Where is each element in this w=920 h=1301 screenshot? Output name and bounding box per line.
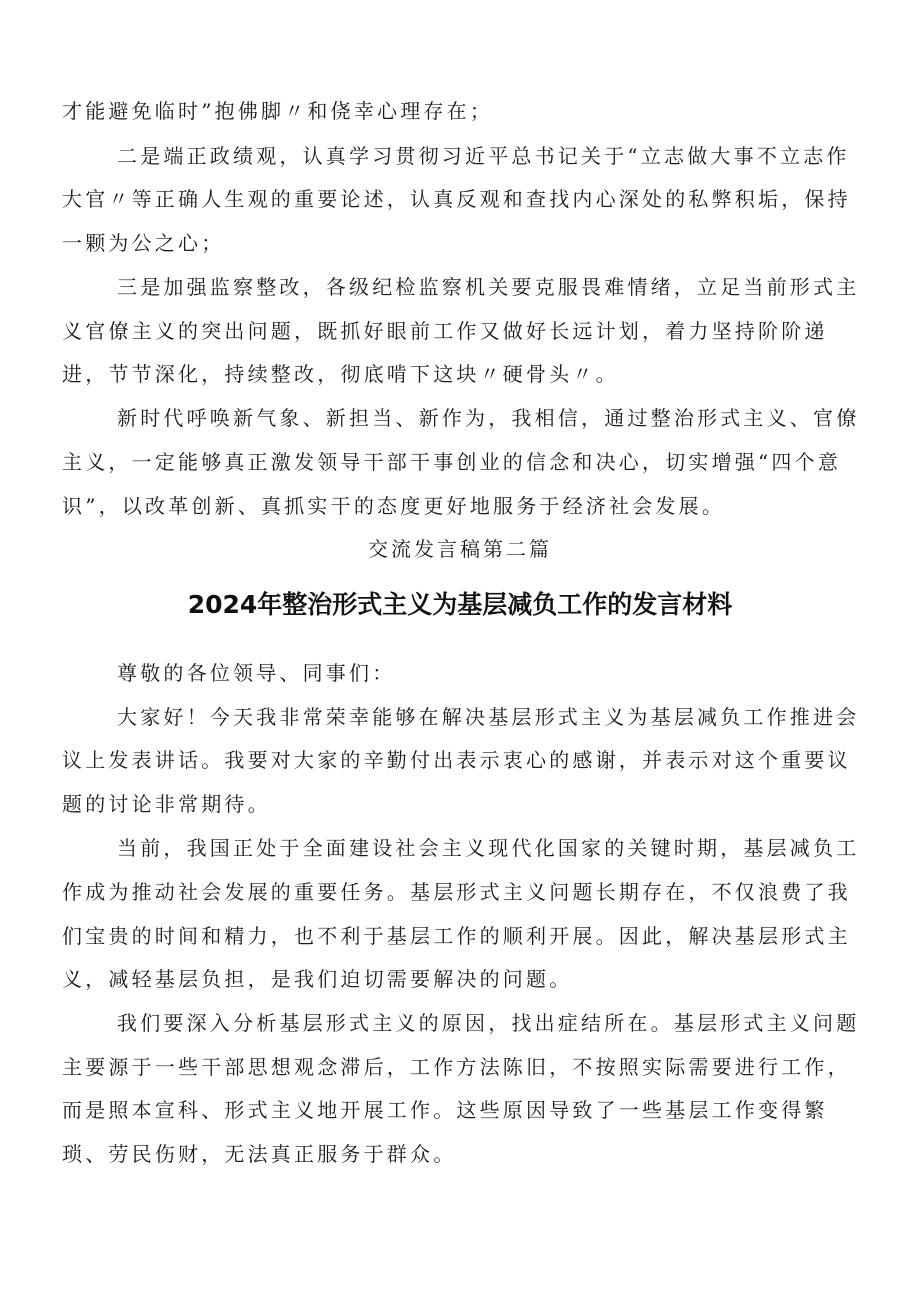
text-line: 进，节节深化，持续整改，彻底啃下这块〃硬骨头〃。 <box>62 362 619 386</box>
text-line: 主义，一定能够真正激发领导干部干事创业的信念和决心，切实增强“四个意 <box>62 450 842 474</box>
text-line: 才能避免临时”抱佛脚〃和侥幸心理存在； <box>62 99 494 123</box>
text-line: 尊敬的各位领导、同事们： <box>117 661 396 685</box>
text-line: 当前，我国正处于全面建设社会主义现代化国家的关键时期，基层减负工 <box>117 836 860 860</box>
text-line: 而是照本宣科、形式主义地开展工作。这些原因导致了一些基层工作变得繁 <box>62 1098 828 1122</box>
text-line: 大家好！今天我非常荣幸能够在解决基层形式主义为基层减负工作推进会 <box>117 705 860 729</box>
text-line: 琐、劳民伤财，无法真正服务于群众。 <box>62 1142 457 1166</box>
section-label: 交流发言稿第二篇 <box>368 537 552 561</box>
text-line: 我们要深入分析基层形式主义的原因，找出症结所在。基层形式主义问题 <box>117 1011 860 1035</box>
text-line: 三是加强监察整改，各级纪检监察机关要克服畏难情绪，立足当前形式主 <box>117 275 860 299</box>
text-line: 议上发表讲话。我要对大家的辛勤付出表示衷心的感谢，并表示对这个重要议 <box>62 748 851 772</box>
text-line: 义，减轻基层负担，是我们迫切需要解决的问题。 <box>62 967 573 991</box>
text-line: 二是端正政绩观，认真学习贯彻习近平总书记关于“立志做大事不立志作 <box>117 144 850 168</box>
text-line: 主要源于一些干部思想观念滞后，工作方法陈旧，不按照实际需要进行工作， <box>62 1055 851 1079</box>
text-line: 识”，以改革创新、真抓实干的态度更好地服务于经济社会发展。 <box>62 494 726 518</box>
text-line: 们宝贵的时间和精力，也不利于基层工作的顺利开展。因此，解决基层形式主 <box>62 924 851 948</box>
text-line: 大官〃等正确人生观的重要论述，认真反观和查找内心深处的私弊积垢，保持 <box>62 187 851 211</box>
text-line: 义官僚主义的突出问题，既抓好眼前工作又做好长远计划，着力坚持阶阶递 <box>62 319 828 343</box>
text-line: 作成为推动社会发展的重要任务。基层形式主义问题长期存在，不仅浪费了我 <box>62 880 851 904</box>
document-title: 2024年整治形式主义为基层减负工作的发言材料 <box>187 590 733 619</box>
text-line: 一颗为公之心； <box>62 231 225 255</box>
text-line: 题的讨论非常期待。 <box>62 792 271 816</box>
text-line: 新时代呼唤新气象、新担当、新作为，我相信，通过整治形式主义、官僚 <box>117 406 860 430</box>
